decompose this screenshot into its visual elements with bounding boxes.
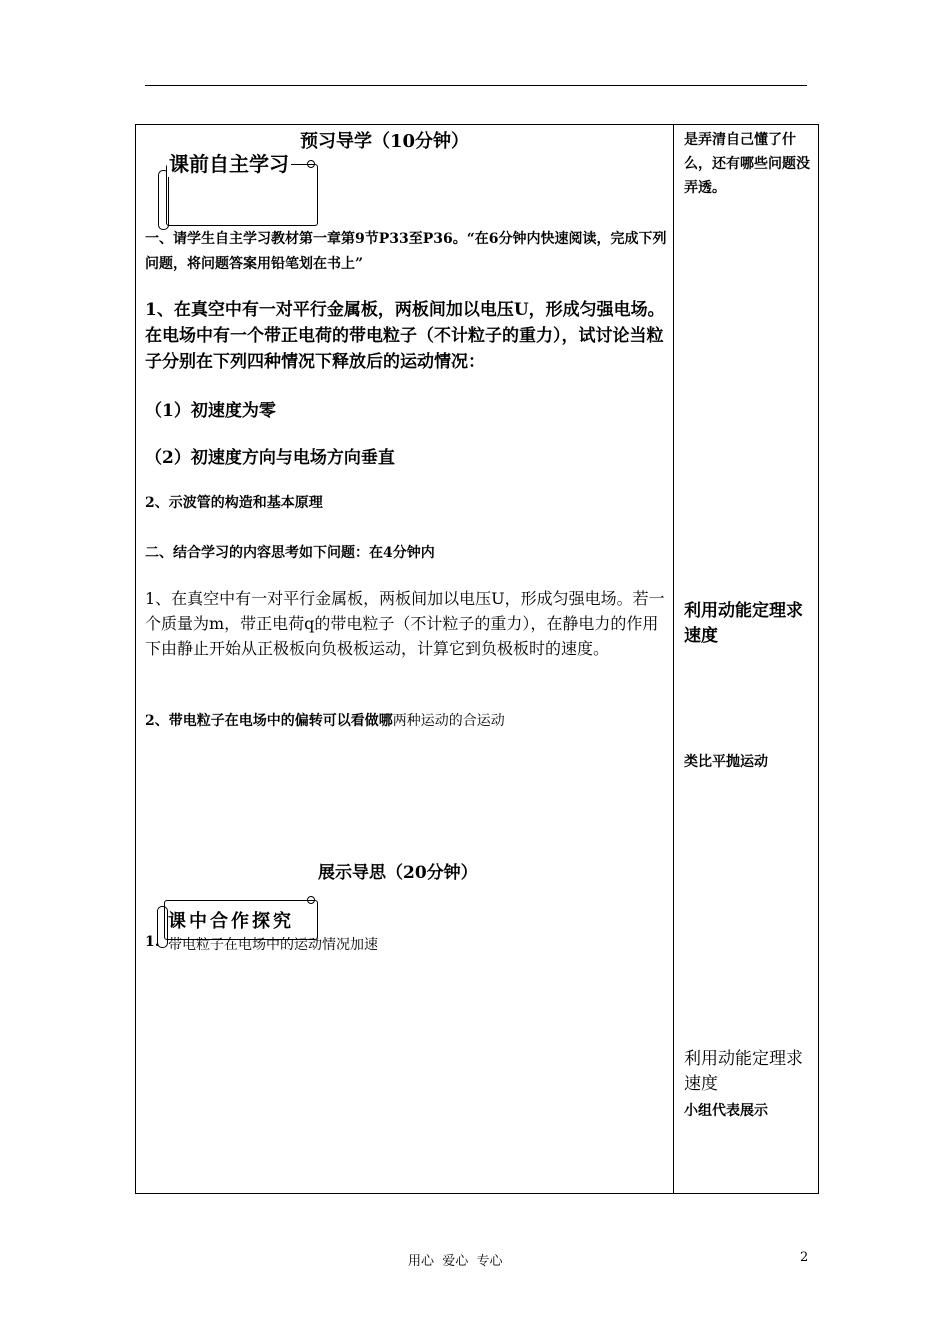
item-1-text: 带电粒子在电场中的运动情况加速 bbox=[168, 937, 378, 953]
banner1-label: 课前自主学习 bbox=[167, 148, 291, 177]
section1-title: 预习导学（10分钟） bbox=[300, 131, 470, 152]
side-note-5: 小组代表展示 bbox=[684, 1103, 768, 1119]
side-note-1: 是弄清自己懂了什么，还有哪些问题没弄透。 bbox=[684, 132, 810, 196]
instruction-2: 二、结合学习的内容思考如下问题：在4分钟内 bbox=[145, 545, 435, 561]
column-divider bbox=[673, 124, 674, 1194]
side-note-2: 利用动能定理求速度 bbox=[684, 601, 803, 646]
question-4-rest: 两种运动的合运动 bbox=[392, 713, 505, 729]
instruction-1: 一、请学生自主学习教材第一章第9节P33至P36。“在6分钟内快速阅读，完成下列问题，将问题答案用铅笔划在书上” bbox=[145, 231, 667, 272]
question-3: 1、在真空中有一对平行金属板，两板间加以电压U，形成匀强电场。若一个质量为m，带正电荷q的带电粒子（不计粒子的重力），在静电力的作用下由静止开始从正极板向负极板运动，计算它到负极板时的速度。 bbox=[145, 589, 665, 658]
question-2: 2、示波管的构造和基本原理 bbox=[145, 495, 323, 511]
footer-slogan: 用心 爱心 专心 bbox=[408, 1254, 503, 1269]
item-1-number: 1. bbox=[145, 934, 160, 950]
question-1: 1、在真空中有一对平行金属板，两板间加以电压U，形成匀强电场。在电场中有一个带正电荷的带电粒子（不计粒子的重力），试讨论当粒子分别在下列四种情况下释放后的运动情况： bbox=[145, 300, 665, 372]
section2-title: 展示导思（20分钟） bbox=[318, 863, 478, 883]
question-4-bold: 2、带电粒子在电场中的偏转可以看做哪 bbox=[145, 713, 393, 729]
page-number: 2 bbox=[800, 1250, 809, 1265]
question-1-case-a: （1）初速度为零 bbox=[145, 401, 276, 421]
side-note-4: 利用动能定理求速度 bbox=[684, 1049, 803, 1094]
question-1-case-b: （2）初速度方向与电场方向垂直 bbox=[145, 448, 395, 468]
question-4 bbox=[145, 710, 505, 730]
side-note-3: 类比平抛运动 bbox=[684, 754, 768, 770]
banner2-label: 课中合作探究 bbox=[168, 911, 294, 932]
header-rule bbox=[145, 85, 807, 86]
